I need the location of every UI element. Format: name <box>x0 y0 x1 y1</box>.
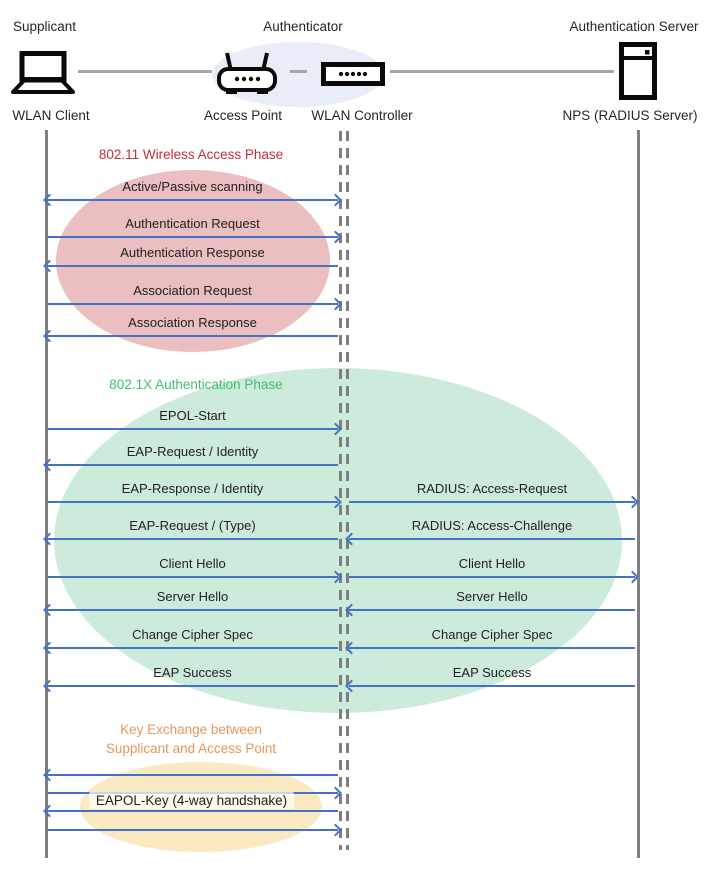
message-label: Authentication Request <box>125 216 260 231</box>
message-label: EAP-Request / (Type) <box>129 518 256 533</box>
message-arrow <box>47 265 338 267</box>
device-link-line <box>78 70 212 73</box>
device-link-line <box>290 70 307 73</box>
message-arrow <box>47 774 338 776</box>
device-label-wlan-client: WLAN Client <box>12 108 90 123</box>
message-arrow <box>47 335 338 337</box>
message-arrow <box>349 685 635 687</box>
message-label: RADIUS: Access-Request <box>416 481 568 496</box>
message-arrow <box>47 303 338 305</box>
message-label: Server Hello <box>156 589 229 604</box>
message-arrow <box>47 464 338 466</box>
message-arrow <box>349 576 635 578</box>
message-arrow <box>349 538 635 540</box>
role-label-authenticator: Authenticator <box>263 19 343 34</box>
message-arrow <box>349 609 635 611</box>
message-label: EAP-Request / Identity <box>126 444 259 459</box>
message-label: Change Cipher Spec <box>132 627 253 642</box>
message-arrow <box>47 647 338 649</box>
message-arrow <box>47 576 338 578</box>
message-arrow <box>47 829 338 831</box>
message-arrow <box>47 685 338 687</box>
phase1-title: 802.11 Wireless Access Phase <box>98 147 284 162</box>
message-label: Association Request <box>133 283 252 298</box>
message-label: Client Hello <box>458 556 526 571</box>
role-label-supplicant: Supplicant <box>13 19 77 34</box>
message-label: EAP-Response / Identity <box>121 481 264 496</box>
lifeline-nps <box>637 130 640 858</box>
message-label: Association Response <box>128 315 257 330</box>
message-label: EAP Success <box>452 665 532 680</box>
message-label: Authentication Response <box>120 245 265 260</box>
message-label: Server Hello <box>456 589 528 604</box>
message-label: RADIUS: Access-Challenge <box>411 518 573 533</box>
message-arrow <box>47 501 338 503</box>
device-label-wlan-controller: WLAN Controller <box>311 108 413 123</box>
message-arrow <box>47 810 338 812</box>
controller-box-icon <box>321 62 385 91</box>
role-label-authentication-server: Authentication Server <box>569 19 699 34</box>
device-label-nps: NPS (RADIUS Server) <box>562 108 698 123</box>
message-arrow <box>349 647 635 649</box>
message-arrow <box>47 538 338 540</box>
message-label: Active/Passive scanning <box>122 179 263 194</box>
message-arrow <box>47 609 338 611</box>
eapol-key-label <box>46 793 337 808</box>
message-label: Change Cipher Spec <box>431 627 553 642</box>
device-label-access-point: Access Point <box>203 108 283 123</box>
message-label: EPOL-Start <box>159 408 226 423</box>
eapol-key-label-text: EAPOL-Key (4-way handshake) <box>89 792 294 809</box>
message-arrow <box>349 501 635 503</box>
message-label: Client Hello <box>159 556 226 571</box>
message-arrow <box>47 199 338 201</box>
laptop-icon <box>10 51 76 100</box>
server-icon <box>619 42 657 105</box>
message-arrow <box>47 428 338 430</box>
phase2-title: 802.1X Authentication Phase <box>109 377 283 392</box>
device-link-line <box>390 70 614 73</box>
message-label: EAP Success <box>153 665 232 680</box>
message-arrow <box>47 236 338 238</box>
phase3-title-line2: Supplicant and Access Point <box>105 741 277 756</box>
phase3-title-line1: Key Exchange between <box>120 722 262 737</box>
wireless-router-icon <box>216 51 278 100</box>
